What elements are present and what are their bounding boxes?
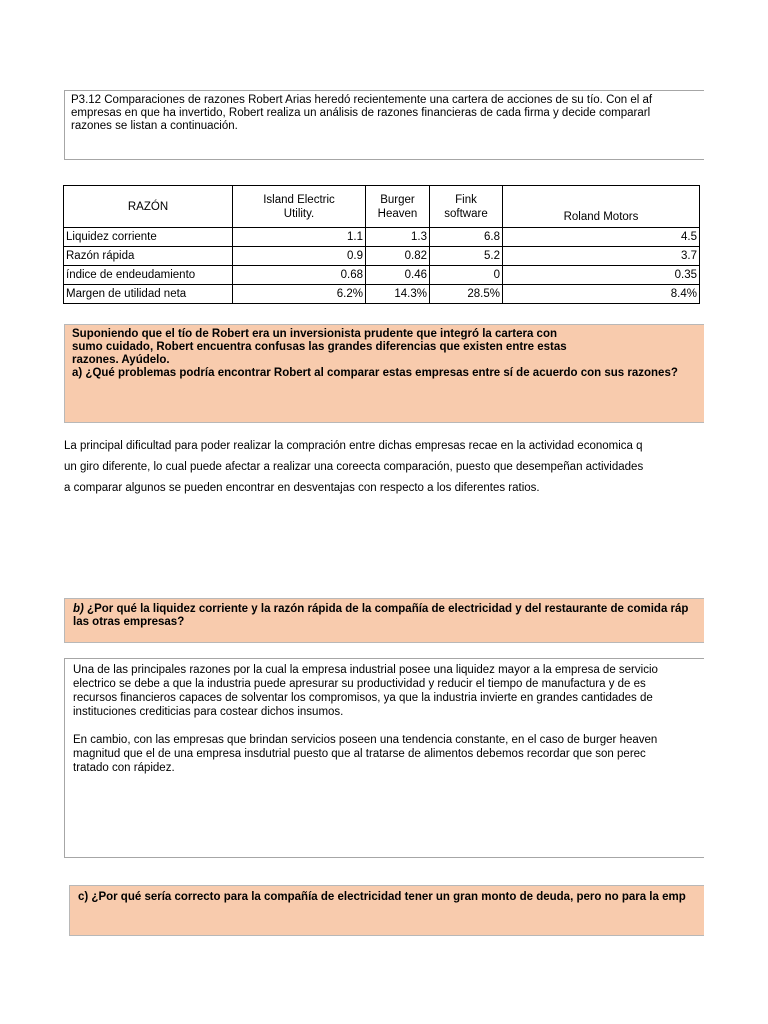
header-fink-line2: software: [444, 207, 488, 220]
row-label: Margen de utilidad neta: [64, 285, 233, 304]
ratios-table: [63, 185, 700, 304]
table-row: [64, 285, 700, 304]
header-burger-line2: Heaven: [377, 207, 418, 220]
cell-island: 1.1: [233, 228, 366, 247]
question-c-box: [69, 885, 704, 936]
question-a-line: Suponiendo que el tío de Robert era un inversionista prudente que integró la cartera con: [72, 328, 557, 340]
cell-roland: 8.4%: [503, 285, 700, 304]
answer-b-line: instituciones crediticias para costear dichos insumos.: [73, 706, 344, 718]
header-razon: RAZÓN: [64, 186, 233, 228]
answer-b-box: [64, 658, 704, 858]
header-fink: [430, 186, 503, 228]
answer-b-line: Una de las principales razones por la cual la empresa industrial posee una liquidez mayor a la empresa de servicio: [73, 664, 658, 676]
cell-fink: 6.8: [430, 228, 503, 247]
answer-a-line: La principal dificultad para poder realizar la compración entre dichas empresas recae en la actividad economica q: [64, 440, 643, 452]
answer-a-line: un giro diferente, lo cual puede afectar a realizar una coreecta comparación, puesto que desempeñan actividades: [64, 461, 644, 473]
question-c-text: c) ¿Por qué sería correcto para la compañía de electricidad tener un gran monto de deuda, pero no para la emp: [78, 891, 686, 903]
cell-island: 6.2%: [233, 285, 366, 304]
answer-b-line: En cambio, con las empresas que brindan servicios poseen una tendencia constante, en el caso de burger heaven: [73, 734, 658, 746]
table-row: [64, 247, 700, 266]
table-header-row: [64, 186, 700, 228]
cell-fink: 28.5%: [430, 285, 503, 304]
intro-line: empresas en que ha invertido, Robert realiza un análisis de razones financieras de cada firma y decide compararl: [71, 107, 651, 119]
row-label: índice de endeudamiento: [64, 266, 233, 285]
cell-roland: 3.7: [503, 247, 700, 266]
cell-roland: 0.35: [503, 266, 700, 285]
intro-line: P3.12 Comparaciones de razones Robert Arias heredó recientemente una cartera de acciones de su tío. Con el af: [71, 94, 653, 106]
cell-island: 0.68: [233, 266, 366, 285]
header-island-line1: Island Electric: [263, 193, 335, 206]
answer-a-line: a comparar algunos se pueden encontrar en desventajas con respecto a los diferentes ratios.: [64, 482, 540, 494]
cell-burger: 0.82: [366, 247, 430, 266]
header-burger-line1: Burger: [380, 193, 415, 206]
header-island-line2: Utility.: [283, 207, 315, 220]
problem-intro: [64, 90, 704, 160]
question-b-text: ¿Por qué la liquidez corriente y la razón rápida de la compañía de electricidad y del restaurante de comida ráp: [83, 603, 689, 615]
answer-b-line: tratado con rápidez.: [73, 762, 175, 774]
header-fink-line1: Fink: [455, 193, 477, 206]
question-b-line: las otras empresas?: [73, 616, 185, 628]
question-a-line: razones. Ayúdelo.: [72, 354, 170, 366]
cell-burger: 0.46: [366, 266, 430, 285]
intro-line: razones se listan a continuación.: [71, 120, 238, 132]
table-row: [64, 228, 700, 247]
row-label: Liquidez corriente: [64, 228, 233, 247]
question-b-prefix: b): [73, 603, 84, 615]
answer-b-line: recursos financieros capaces de solventar los compromisos, ya que la industria invierte en grandes cantidades de: [73, 692, 653, 704]
header-roland: Roland Motors: [503, 186, 700, 228]
cell-fink: 0: [430, 266, 503, 285]
question-a-box: [64, 324, 704, 423]
row-label: Razón rápida: [64, 247, 233, 266]
answer-b-line: magnitud que el de una empresa insdutrial puesto que al tratarse de alimentos debemos recordar que son perec: [73, 748, 646, 760]
cell-burger: 1.3: [366, 228, 430, 247]
paragraph-gap: [73, 719, 696, 733]
cell-burger: 14.3%: [366, 285, 430, 304]
table-row: [64, 266, 700, 285]
answer-b-line: electrico se debe a que la industria puede apresurar su productividad y reducir el tiempo de manufactura y de es: [73, 678, 646, 690]
cell-island: 0.9: [233, 247, 366, 266]
question-b-line: [73, 603, 696, 616]
cell-fink: 5.2: [430, 247, 503, 266]
question-b-box: [64, 598, 704, 643]
cell-roland: 4.5: [503, 228, 700, 247]
question-a-line: sumo cuidado, Robert encuentra confusas las grandes diferencias que existen entre estas: [72, 341, 567, 353]
question-a-line: a) ¿Qué problemas podría encontrar Robert al comparar estas empresas entre sí de acuerdo con sus razones?: [72, 367, 678, 379]
answer-a: [64, 436, 704, 499]
header-burger: [366, 186, 430, 228]
header-island: [233, 186, 366, 228]
